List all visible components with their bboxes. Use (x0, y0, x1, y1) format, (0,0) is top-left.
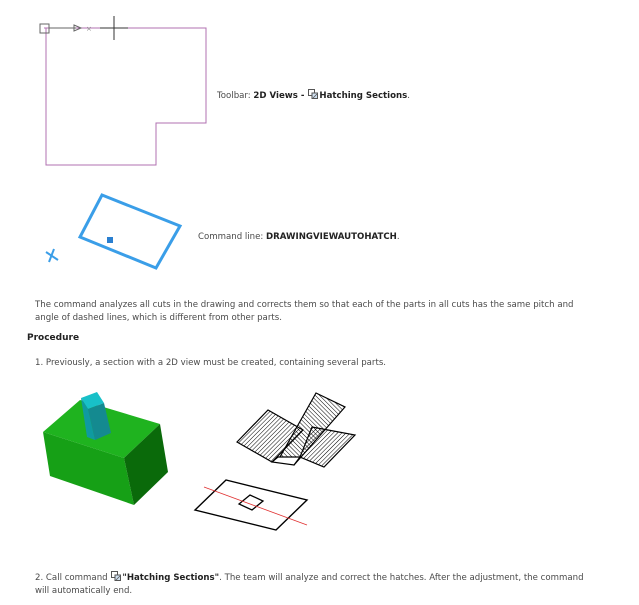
procedure-step-1: 1. Previously, a section with a 2D view must be created, containing several parts. (35, 358, 387, 368)
section-outline-illustration (38, 12, 213, 172)
hatched-section-illustration (190, 385, 365, 535)
plan-view (195, 480, 307, 530)
ucs-cross-icon (46, 249, 58, 262)
hatching-sections-icon (308, 89, 318, 99)
procedure-heading: Procedure (27, 333, 80, 343)
description-paragraph: The command analyzes all cuts in the drawing and corrects them so that each of the parts in all cuts has the same pitch and angle of dashed lines, which is different from other parts. (35, 300, 574, 323)
procedure-step-2: 2. Call command "Hatching Sections". The team will analyze and correct the hatches. After the adjustment, the command will automatically end. (35, 573, 584, 596)
blue-rectangle (80, 195, 180, 268)
3d-parts-illustration (40, 388, 175, 508)
center-marker (107, 237, 113, 243)
svg-text:×: × (86, 25, 92, 33)
toolbar-line: Toolbar: 2D Views - Hatching Sections. (217, 91, 410, 101)
command-line: Command line: DRAWINGVIEWAUTOHATCH. (198, 232, 400, 242)
hatching-sections-icon[interactable] (111, 571, 121, 581)
hatched-section-view (237, 393, 355, 467)
rotated-rect-illustration (40, 190, 185, 270)
section-outline (44, 28, 206, 165)
